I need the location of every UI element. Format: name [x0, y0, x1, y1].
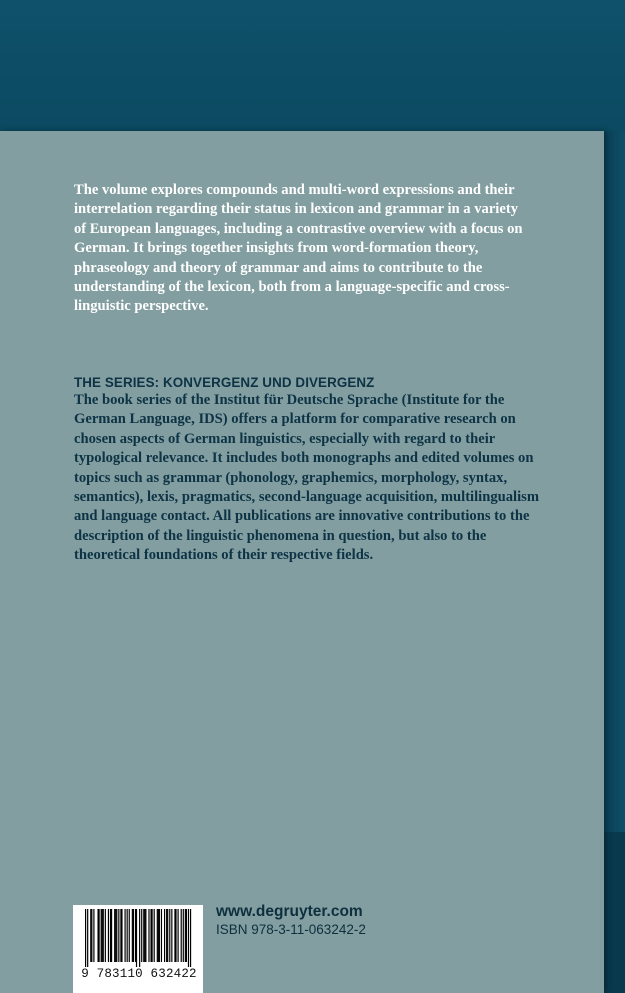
- barcode-bar: [120, 909, 121, 962]
- book-blurb: The volume explores compounds and multi-word expressions and their interrelation regarding their status in lexicon and grammar in a variety of European languages, including a contrastive overview with a focus on German. It brings together insights from word-formation theory, phraseology and theory of grammar and aims to contribute to the understanding of the lexicon, both from a language-specific and cross-linguistic perspective.: [74, 182, 523, 315]
- barcode-bar: [185, 909, 186, 962]
- isbn-barcode: [73, 905, 203, 993]
- barcode-bar: [141, 909, 142, 962]
- barcode-bar: [148, 909, 149, 962]
- barcode-bar: [164, 909, 165, 962]
- barcode-bar: [177, 909, 178, 962]
- barcode-bar: [175, 909, 176, 962]
- barcode-bar: [174, 909, 175, 962]
- barcode-bar: [91, 909, 92, 962]
- barcode-bar: [99, 909, 100, 962]
- isbn-text: ISBN 978-3-11-063242-2: [216, 922, 366, 937]
- barcode-bar: [159, 909, 160, 962]
- barcode-bar: [116, 909, 117, 962]
- barcode-bar: [111, 909, 112, 962]
- series-heading: THE SERIES: KONVERGENZ UND DIVERGENZ: [74, 375, 375, 390]
- barcode-bar: [129, 909, 130, 962]
- barcode-bar: [121, 909, 122, 962]
- cover-spine-edge-lower: [604, 832, 625, 993]
- barcode-bar: [124, 909, 125, 962]
- barcode-bar: [186, 909, 187, 962]
- barcode-bar: [97, 909, 98, 962]
- barcode-bar: [150, 909, 151, 962]
- barcode-bar: [85, 909, 86, 967]
- barcode-bar: [102, 909, 103, 962]
- barcode-bar: [171, 909, 172, 962]
- barcode-bar: [135, 909, 136, 962]
- barcode-number: 9 783110 632422: [81, 967, 197, 981]
- barcode-bar: [144, 909, 145, 962]
- barcode-bar: [87, 909, 88, 967]
- barcode-bar: [143, 909, 144, 962]
- barcode-bar: [90, 909, 91, 962]
- barcode-bar: [167, 909, 168, 962]
- barcode-bar: [183, 909, 184, 962]
- series-description: The book series of the Institut für Deutsche Sprache (Institute for the German Language, IDS) offers a platform for comparative research on chosen aspects of German linguistics, especially with regard to their typological relevance. It includes both monographs and edited volumes on topics such as grammar (phonology, graphemics, morphology, syntax, semantics), lexis, pragmatics, second-language acquisition, multilingualism and language contact. All publications are innovative contributions to the description of the linguistic phenomena in question, but also to the theoretical foundations of their respective fields.: [74, 392, 539, 564]
- barcode-bar: [188, 909, 189, 967]
- barcode-bar: [181, 909, 182, 962]
- barcode-bar: [154, 909, 155, 962]
- cover-top-band: [0, 0, 625, 131]
- barcode-bar: [108, 909, 109, 962]
- barcode-bar: [152, 909, 153, 962]
- barcode-bar: [115, 909, 116, 962]
- barcode-bar: [101, 909, 102, 962]
- barcode-bar: [158, 909, 159, 962]
- barcode-bar: [105, 909, 106, 962]
- barcode-bar: [145, 909, 146, 962]
- barcode-bar: [169, 909, 170, 962]
- barcode-bar: [93, 909, 94, 962]
- barcode-bar: [190, 909, 191, 967]
- barcode-bar: [139, 909, 140, 967]
- barcode-bar: [110, 909, 111, 962]
- barcode-bar: [136, 909, 137, 967]
- barcode-bar: [157, 909, 158, 962]
- barcode-bar: [114, 909, 115, 962]
- barcode-bar: [132, 909, 133, 962]
- publisher-website: www.degruyter.com: [216, 903, 363, 920]
- barcode-bar: [118, 909, 119, 962]
- barcode-bars: [73, 905, 203, 967]
- barcode-bar: [127, 909, 128, 962]
- barcode-bar: [133, 909, 134, 962]
- barcode-bar: [166, 909, 167, 962]
- barcode-bar: [161, 909, 162, 962]
- barcode-bar: [103, 909, 104, 962]
